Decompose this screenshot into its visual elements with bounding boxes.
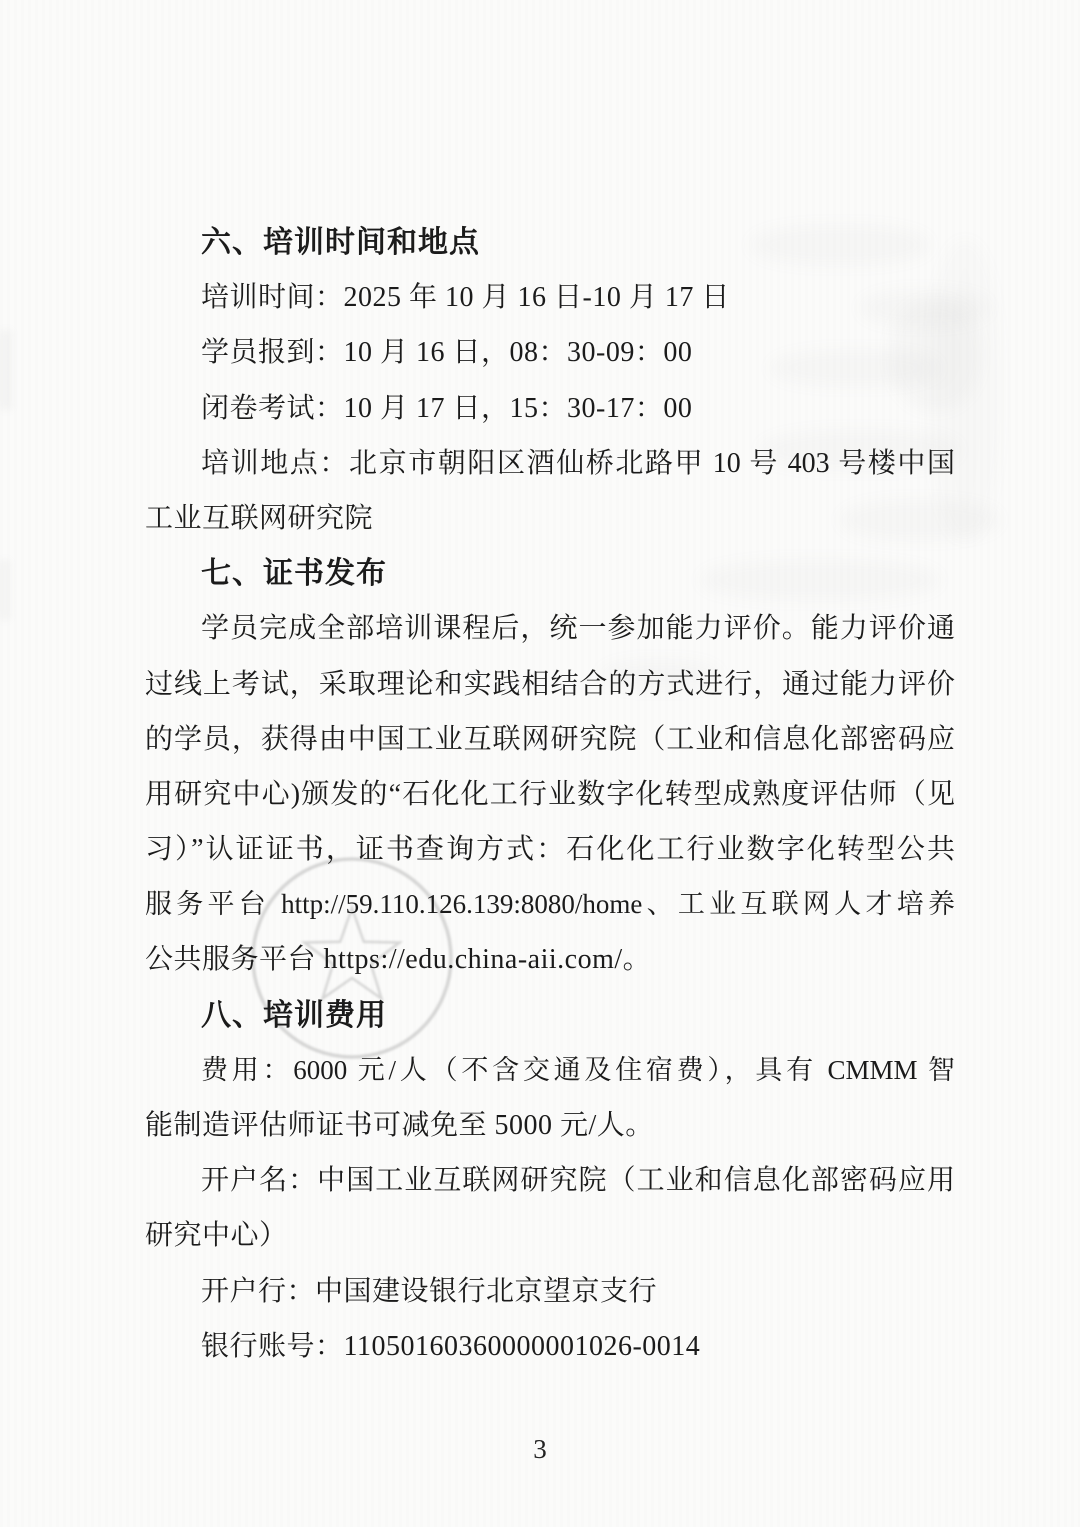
document-body xyxy=(145,215,955,1374)
line-exam-time: 闭卷考试：10 月 17 日，15：30-17：00 xyxy=(201,392,693,424)
line-bank-account: 银行账号：11050160360000001026-0014 xyxy=(201,1330,701,1362)
line-training-time: 培训时间：2025 年 10 月 16 日-10 月 17 日 xyxy=(201,282,730,314)
line-certificate-para-1: 学员完成全部培训课程后，统一参加能力评价。能力评价通 xyxy=(201,613,955,645)
line-training-location-2: 工业互联网研究院 xyxy=(145,502,374,534)
line-account-name-1: 开户名：中国工业互联网研究院（工业和信息化部密码应用 xyxy=(201,1165,955,1197)
scan-edge-mark xyxy=(0,560,10,620)
line-certificate-para-3: 的学员，获得由中国工业互联网研究院（工业和信息化部密码应 xyxy=(145,723,955,755)
line-certificate-para-5: 习）”认证证书，证书查询方式：石化化工行业数字化转型公共 xyxy=(145,834,955,866)
line-talent-platform-url: 公共服务平台 https://edu.china-aii.com/。 xyxy=(145,944,652,976)
section-heading-7: 七、证书发布 xyxy=(201,557,387,591)
section-heading-8: 八、培训费用 xyxy=(201,998,387,1032)
scan-edge-mark xyxy=(0,330,12,410)
line-checkin-time: 学员报到：10 月 16 日，08：30-09：00 xyxy=(201,337,693,369)
line-training-location-1: 培训地点：北京市朝阳区酒仙桥北路甲 10 号 403 号楼中国 xyxy=(201,447,955,479)
line-certificate-para-2: 过线上考试，采取理论和实践相结合的方式进行，通过能力评价 xyxy=(145,668,955,700)
section-heading-6: 六、培训时间和地点 xyxy=(201,226,480,259)
line-fee-2: 能制造评估师证书可减免至 5000 元/人。 xyxy=(145,1110,654,1141)
line-account-name-2: 研究中心） xyxy=(145,1220,288,1252)
line-fee-1: 费用：6000 元/人（不含交通及住宿费），具有 CMMM 智 xyxy=(201,1054,955,1085)
line-certificate-query-url: 服务平台 http://59.110.126.139:8080/home、工业互联网人才培养 xyxy=(145,889,955,920)
line-certificate-para-4: 用研究中心)颁发的“石化化工行业数字化转型成熟度评估师（见 xyxy=(145,778,955,810)
page-number: 3 xyxy=(533,1434,547,1464)
line-bank-branch: 开户行：中国建设银行北京望京支行 xyxy=(201,1275,658,1307)
